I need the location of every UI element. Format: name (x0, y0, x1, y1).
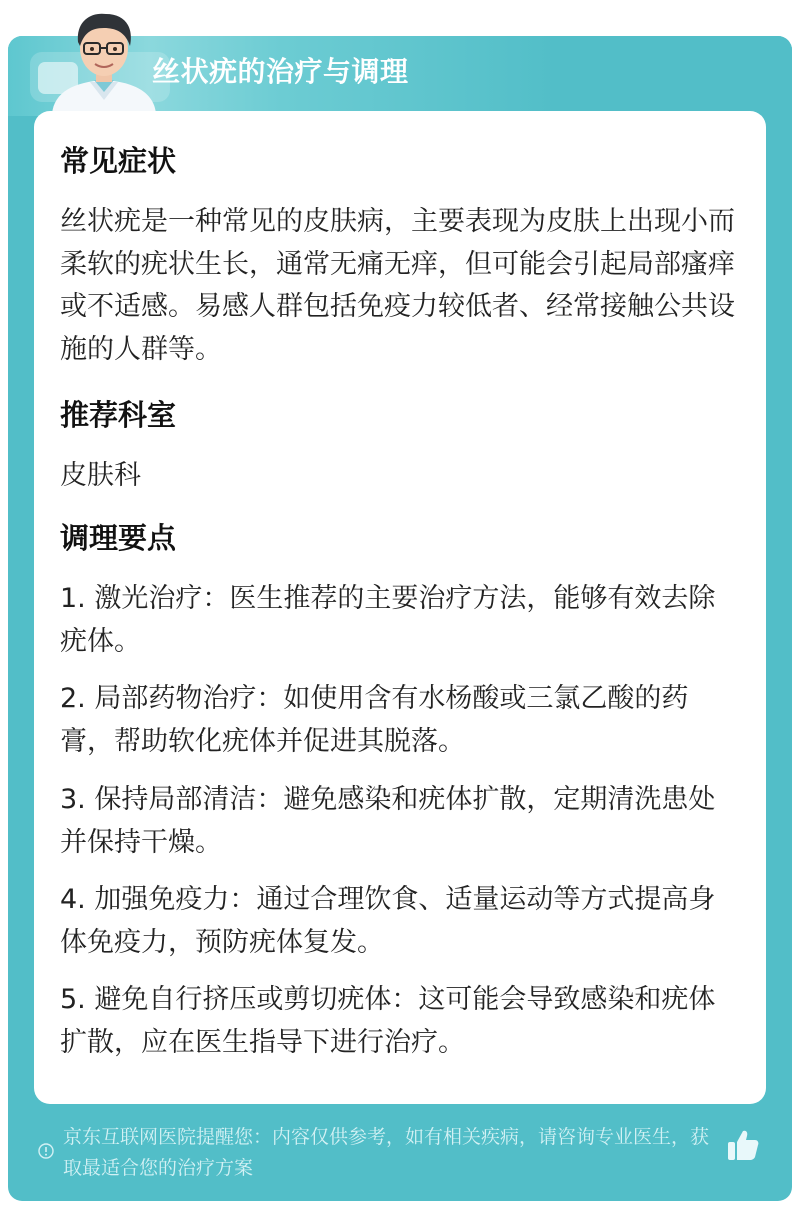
page-title: 丝状疣的治疗与调理 (152, 55, 409, 88)
section-heading-care: 调理要点 (60, 521, 177, 555)
info-icon (38, 1143, 54, 1159)
section-body-department: 皮肤科 (60, 460, 141, 491)
section-heading-symptoms: 常见症状 (60, 144, 177, 178)
care-item-2: 2. 局部药物治疗：如使用含有水杨酸或三氯乙酸的药膏，帮助软化疣体并促进其脱落。 (60, 683, 689, 757)
disclaimer-notice: 京东互联网医院提醒您：内容仅供参考，如有相关疾病，请咨询专业医生，获取最适合您的治疗方案 (63, 1126, 710, 1179)
care-item-4: 4. 加强免疫力：通过合理饮食、适量运动等方式提高身体免疫力，预防疣体复发。 (60, 884, 716, 958)
section-body-symptoms: 丝状疣是一种常见的皮肤病，主要表现为皮肤上出现小而柔软的疣状生长，通常无痛无痒，但可能会引起局部瘙痒或不适感。易感人群包括免疫力较低者、经常接触公共设施的人群等。 (60, 206, 735, 365)
care-item-1: 1. 激光治疗：医生推荐的主要治疗方法，能够有效去除疣体。 (60, 583, 716, 657)
care-item-5: 5. 避免自行挤压或剪切疣体：这可能会导致感染和疣体扩散，应在医生指导下进行治疗。 (60, 984, 716, 1058)
care-item-3: 3. 保持局部清洁：避免感染和疣体扩散，定期清洗患处并保持干燥。 (60, 784, 716, 858)
thumbs-up-icon[interactable] (726, 1128, 760, 1162)
content-card (34, 111, 766, 1104)
doctor-avatar (44, 6, 164, 114)
section-heading-department: 推荐科室 (60, 398, 177, 432)
